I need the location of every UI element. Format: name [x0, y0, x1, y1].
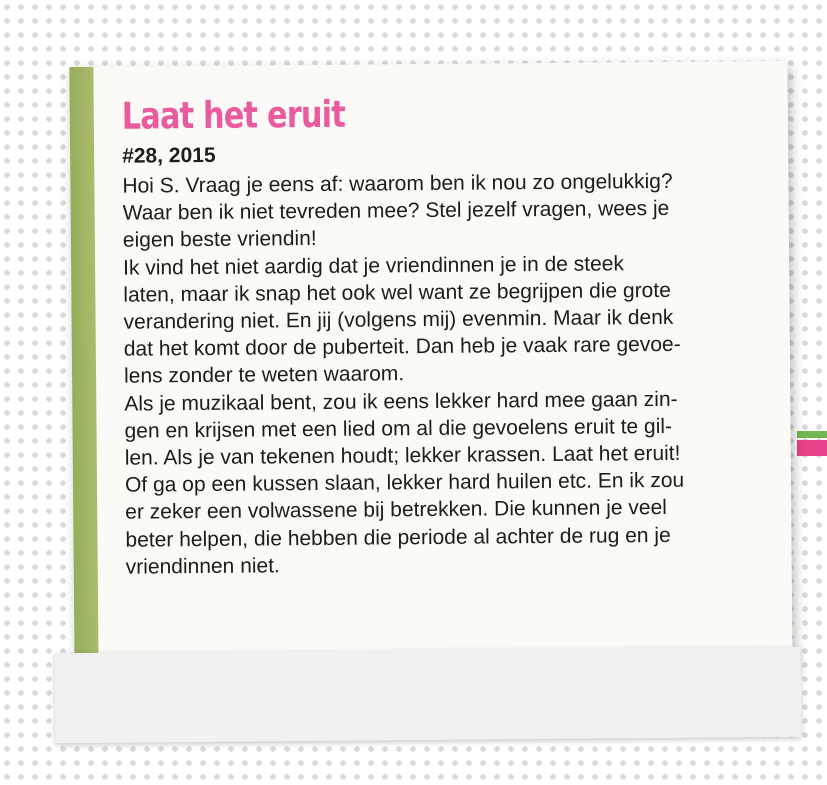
issue-number: #28, 2015 [122, 143, 216, 168]
letter-body [122, 167, 766, 581]
body-line: dat het komt door de puberteit. Dan heb je vaak rare gevoe- [123, 333, 681, 361]
body-line: gen en krijsen met een lied om al die gevoelens eruit te gil- [124, 414, 673, 443]
body-line: lens zonder te weten waarom. [123, 362, 405, 389]
body-line: Hoi S. Vraag je eens af: waarom ben ik nou zo ongelukkig? [122, 169, 673, 198]
body-line: beter helpen, die hebben die periode al achter de rug en je [125, 523, 671, 552]
decorative-stripe-pink [797, 440, 827, 456]
body-line: vriendinnen niet. [125, 554, 280, 579]
body-line: Of ga op een kussen slaan, lekker hard huilen etc. En ik zou [124, 469, 685, 497]
body-line: Als je muzikaal bent, zou ik eens lekker hard mee gaan zin- [124, 387, 678, 416]
letter-title: Laat het eruit [121, 92, 346, 138]
body-line: Ik vind het niet aardig dat je vriendinnen je in de steek [123, 251, 625, 280]
body-line: len. Als je van tekenen houdt; lekker krassen. Laat het eruit! [124, 441, 681, 470]
body-line: Waar ben ik niet tevreden mee? Stel jezelf vragen, wees je [122, 197, 670, 225]
body-line: eigen beste vriendin! [122, 227, 317, 253]
tape-strip [55, 647, 802, 744]
letter-card [69, 61, 792, 675]
letter-content [122, 89, 766, 581]
body-line: er zeker een volwassene bij betrekken. Die kunnen je veel [125, 496, 667, 525]
body-line: laten, maar ik snap het ook wel want ze begrijpen die grote [123, 278, 671, 307]
decorative-stripe-green [797, 431, 827, 438]
body-line: verandering niet. En jij (volgens mij) evenmin. Maar ik denk [123, 305, 674, 334]
